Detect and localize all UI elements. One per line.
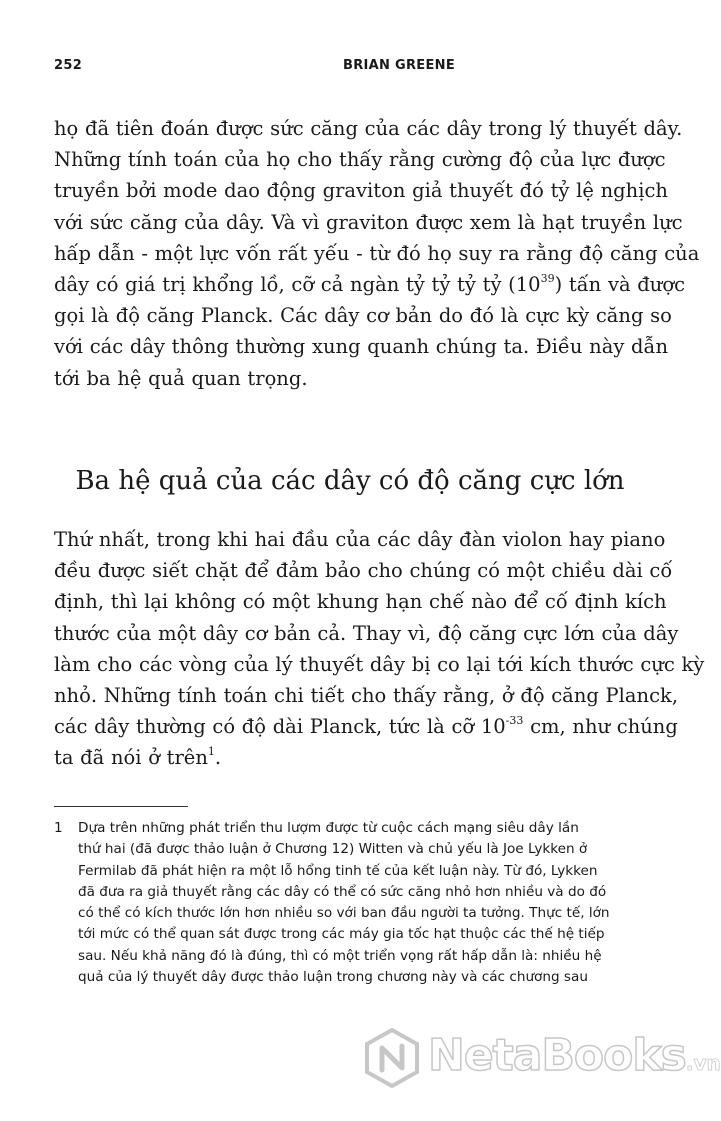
paragraph-2 (54, 524, 705, 774)
netabooks-logo-icon (362, 1028, 422, 1088)
text-line-part: . (214, 746, 222, 770)
running-head (54, 58, 660, 82)
text-line: đều được siết chặt để đảm bảo cho chúng có một chiều dài cố (54, 559, 673, 583)
text-line: tới ba hệ quả quan trọng. (54, 366, 308, 390)
watermark-brand (428, 1030, 721, 1081)
superscript-exponent: -33 (505, 714, 524, 728)
footnote-line: có thể có kích thước lớn hơn nhiều so với ban đầu người ta tưởng. Thực tế, lớn (78, 905, 610, 922)
text-line: định, thì lại không có một khung hạn chế nào để cố định kích (54, 590, 667, 614)
text-line: truyền bởi mode dao động graviton giả thuyết đó tỷ lệ nghịch (54, 179, 668, 203)
footnote-line: quả của lý thuyết dây được thảo luận trong chương này và các chương sau (78, 969, 588, 986)
text-line: thước của một dây cơ bản cả. Thay vì, độ căng cực lớn của dây (54, 621, 679, 645)
footnote-line: đã đưa ra giả thuyết rằng các dây có thể có sức căng nhỏ hơn nhiều và do đó (78, 883, 607, 900)
footnote-text (78, 818, 678, 988)
footnote-line: sau. Nếu khả năng đó là đúng, thì có một triển vọng rất hấp dẫn là: nhiều hệ (78, 947, 602, 964)
text-line: Những tính toán của họ cho thấy rằng cường độ của lực được (54, 148, 666, 172)
text-line (54, 269, 685, 300)
watermark-domain-suffix: .vn (685, 1051, 721, 1075)
text-line (54, 742, 654, 773)
text-line: gọi là độ căng Planck. Các dây cơ bản do đó là cực kỳ căng so (54, 304, 672, 328)
text-line: họ đã tiên đoán được sức căng của các dây trong lý thuyết dây. (54, 117, 683, 140)
superscript-exponent: 39 (540, 272, 555, 286)
text-line (54, 711, 678, 742)
text-line: Thứ nhất, trong khi hai đầu của các dây đàn violon hay piano (54, 528, 666, 551)
netabooks-watermark (362, 1022, 721, 1092)
footnote-line: thứ hai (đã được thảo luận ở Chương 12) Witten và chủ yếu là Joe Lykken ở (78, 841, 588, 858)
footnote-line: tới mức có thể quan sát được trong các máy gia tốc hạt thuộc các thế hệ tiếp (78, 926, 605, 943)
footnote-line: Dựa trên những phát triển thu lượm được từ cuộc cách mạng siêu dây lần (78, 820, 579, 836)
text-line-part: các dây thường có độ dài Planck, tức là cỡ 10 (54, 715, 506, 739)
footnote-line: Fermilab đã phát hiện ra một lỗ hổng tinh tế của kết luận này. Từ đó, Lykken (78, 862, 598, 879)
text-line-part: ) tấn và được (554, 273, 685, 297)
running-head-author: BRIAN GREENE (343, 58, 456, 73)
footnote-number: 1 (54, 820, 63, 836)
section-heading: Ba hệ quả của các dây có độ căng cực lớn (75, 466, 625, 496)
text-line-part: dây có giá trị khổng lồ, cỡ cả ngàn tỷ tỷ tỷ tỷ (10 (54, 273, 541, 297)
paragraph-1 (54, 113, 700, 394)
text-line: với các dây thông thường xung quanh chúng ta. Điều này dẫn (54, 335, 669, 359)
footnote-divider (54, 806, 188, 807)
text-line: hấp dẫn - một lực vốn rất yếu - từ đó họ suy ra rằng độ căng của (54, 241, 700, 265)
footnote-reference[interactable]: 1 (207, 745, 215, 759)
text-line-part: ta đã nói ở trên (54, 746, 208, 770)
text-line: với sức căng của dây. Và vì graviton được xem là hạt truyền lực (54, 210, 683, 234)
text-line: làm cho các vòng của lý thuyết dây bị co lại tới kích thước cực kỳ (54, 652, 705, 676)
page-number: 252 (54, 58, 83, 73)
text-line: nhỏ. Những tính toán chi tiết cho thấy rằng, ở độ căng Planck, (54, 684, 679, 708)
text-line-part: cm, như chúng (523, 715, 678, 739)
watermark-brand-name: NetaBooks (428, 1030, 686, 1081)
